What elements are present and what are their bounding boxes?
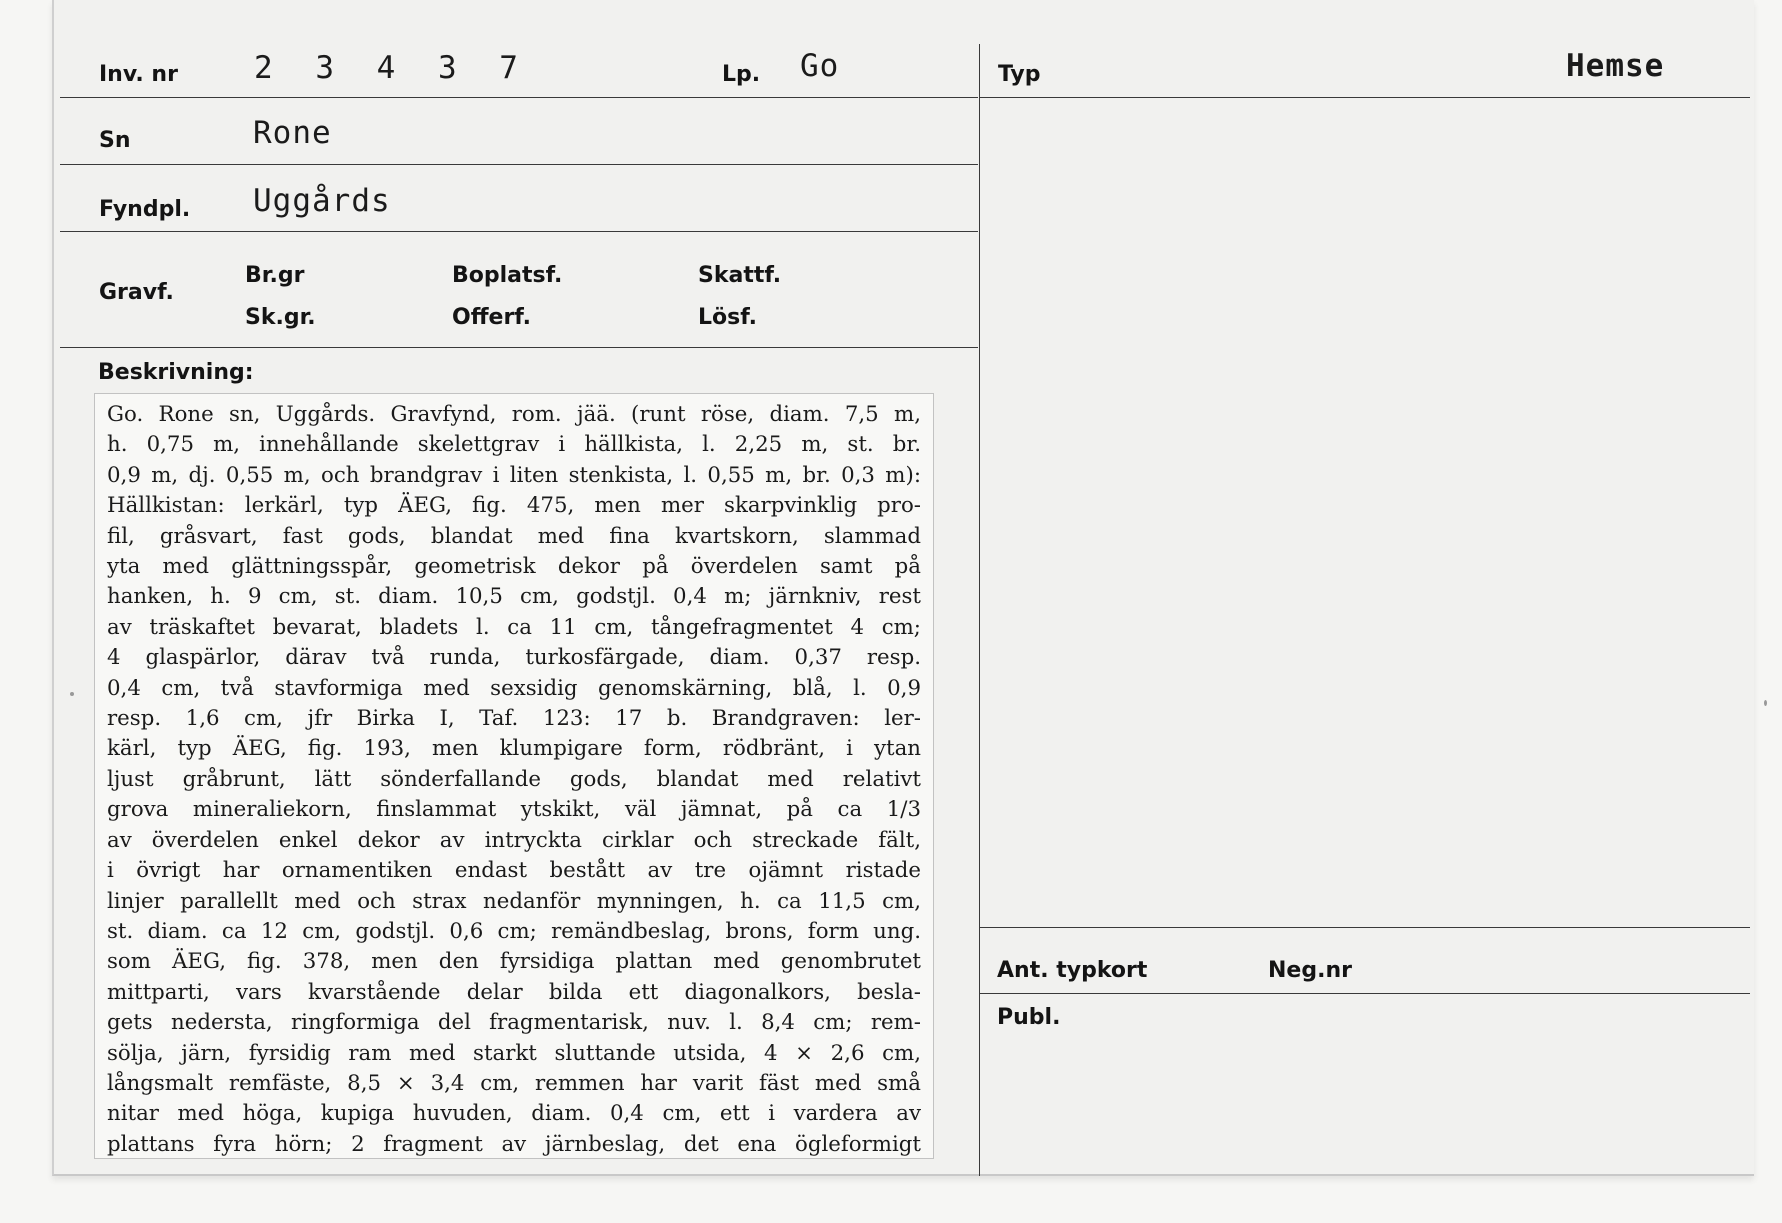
sn-label: Sn (99, 128, 131, 153)
rule-ant-typkort (980, 927, 1750, 928)
description-line: Hällkistan: lerkärl, typ ÄEG, fig. 475, men mer skarpvinklig pro- (107, 493, 921, 519)
description-line: fil, gråsvart, fast gods, blandat med fina kvartskorn, slammad (107, 523, 921, 549)
lp-value: Go (800, 48, 840, 84)
description-line: 0,9 m, dj. 0,55 m, och brandgrav i liten stenkista, l. 0,55 m, br. 0,3 m): (107, 462, 921, 488)
beskrivning-label: Beskrivning: (98, 360, 254, 385)
description-line: Go. Rone sn, Uggårds. Gravfynd, rom. jää. (runt röse, diam. 7,5 m, (107, 402, 921, 427)
description-line: av överdelen enkel dekor av intryckta cirklar och streckade fält, (107, 827, 921, 853)
sn-value: Rone (253, 115, 332, 151)
rule-sn (60, 164, 978, 165)
offerf-option: Offerf. (452, 305, 532, 330)
description-line: 0,4 cm, två stavformiga med sexsidig genomskärning, blå, l. 0,9 (107, 675, 921, 701)
column-divider (979, 44, 980, 1176)
inv-nr-label: Inv. nr (99, 62, 178, 87)
skattf-option: Skattf. (698, 263, 782, 288)
description-line: i övrigt har ornamentiken endast bestått av tre ojämnt ristade (107, 858, 921, 884)
ant-typkort-label: Ant. typkort (997, 958, 1148, 983)
rule-gravf (60, 347, 978, 348)
fyndpl-value: Uggårds (253, 183, 391, 219)
boplatsf-option: Boplatsf. (452, 263, 563, 288)
description-line: yta med glättningsspår, geometrisk dekor på överdelen samt på (107, 554, 921, 580)
publ-label: Publ. (997, 1005, 1061, 1030)
description-line: ljust gråbrunt, lätt sönderfallande gods, blandat med relativt (107, 766, 921, 792)
inv-nr-value: 2 3 4 3 7 (254, 50, 530, 86)
description-line: linjer parallellt med och strax nedanför mynningen, h. ca 11,5 cm, (107, 888, 921, 914)
description-line: som ÄEG, fig. 378, men den fyrsidiga plattan med genombrutet (107, 949, 921, 975)
typ-label: Typ (998, 62, 1041, 87)
description-line: gets nedersta, ringformiga del fragmentarisk, nuv. l. 8,4 cm; rem- (107, 1010, 921, 1036)
rule-typ (980, 97, 1750, 98)
losf-option: Lösf. (698, 305, 757, 330)
scan-speck (1764, 700, 1767, 706)
description-line: hanken, h. 9 cm, st. diam. 10,5 cm, godstjl. 0,4 m; järnkniv, rest (107, 584, 921, 610)
description-line: resp. 1,6 cm, jfr Birka I, Taf. 123: 17 b. Brandgraven: ler- (107, 706, 921, 732)
lp-label: Lp. (722, 62, 761, 87)
gravf-label: Gravf. (99, 280, 174, 305)
description-line: h. 0,75 m, innehållande skelettgrav i hällkista, l. 2,25 m, st. br. (107, 432, 921, 458)
description-line: kärl, typ ÄEG, fig. 193, men klumpigare form, rödbränt, i ytan (107, 736, 921, 762)
description-line: plattans fyra hörn; 2 fragment av järnbeslag, det ena ögleformigt (107, 1131, 921, 1157)
rule-publ (980, 993, 1750, 994)
neg-nr-label: Neg.nr (1268, 958, 1352, 983)
description-line: 4 glaspärlor, därav två runda, turkosfärgade, diam. 0,37 resp. (107, 645, 921, 671)
description-text (107, 400, 921, 1159)
description-line: nitar med höga, kupiga huvuden, diam. 0,4 cm, ett i vardera av (107, 1101, 921, 1127)
description-line: av träskaftet bevarat, bladets l. ca 11 cm, tångefragmentet 4 cm; (107, 614, 921, 640)
rule-fyndpl (60, 231, 978, 232)
description-line: sölja, järn, fyrsidig ram med starkt sluttande utsida, 4 × 2,6 cm, (107, 1040, 921, 1066)
description-clipping (94, 393, 934, 1159)
br-gr-option: Br.gr (245, 263, 305, 288)
fyndpl-label: Fyndpl. (99, 197, 191, 222)
description-line: mittparti, vars kvarstående delar bilda ett diagonalkors, besla- (107, 979, 921, 1005)
scan-speck (70, 692, 74, 696)
description-line: grova mineraliekorn, finslammat ytskikt, väl jämnat, på ca 1/3 (107, 797, 921, 823)
sk-gr-option: Sk.gr. (245, 305, 316, 330)
description-line: st. diam. ca 12 cm, godstjl. 0,6 cm; remändbeslag, brons, form ung. (107, 918, 921, 944)
description-line: långsmalt remfäste, 8,5 × 3,4 cm, remmen har varit fäst med små (107, 1070, 921, 1096)
typ-value: Hemse (1566, 48, 1665, 84)
rule-inv (60, 97, 978, 98)
